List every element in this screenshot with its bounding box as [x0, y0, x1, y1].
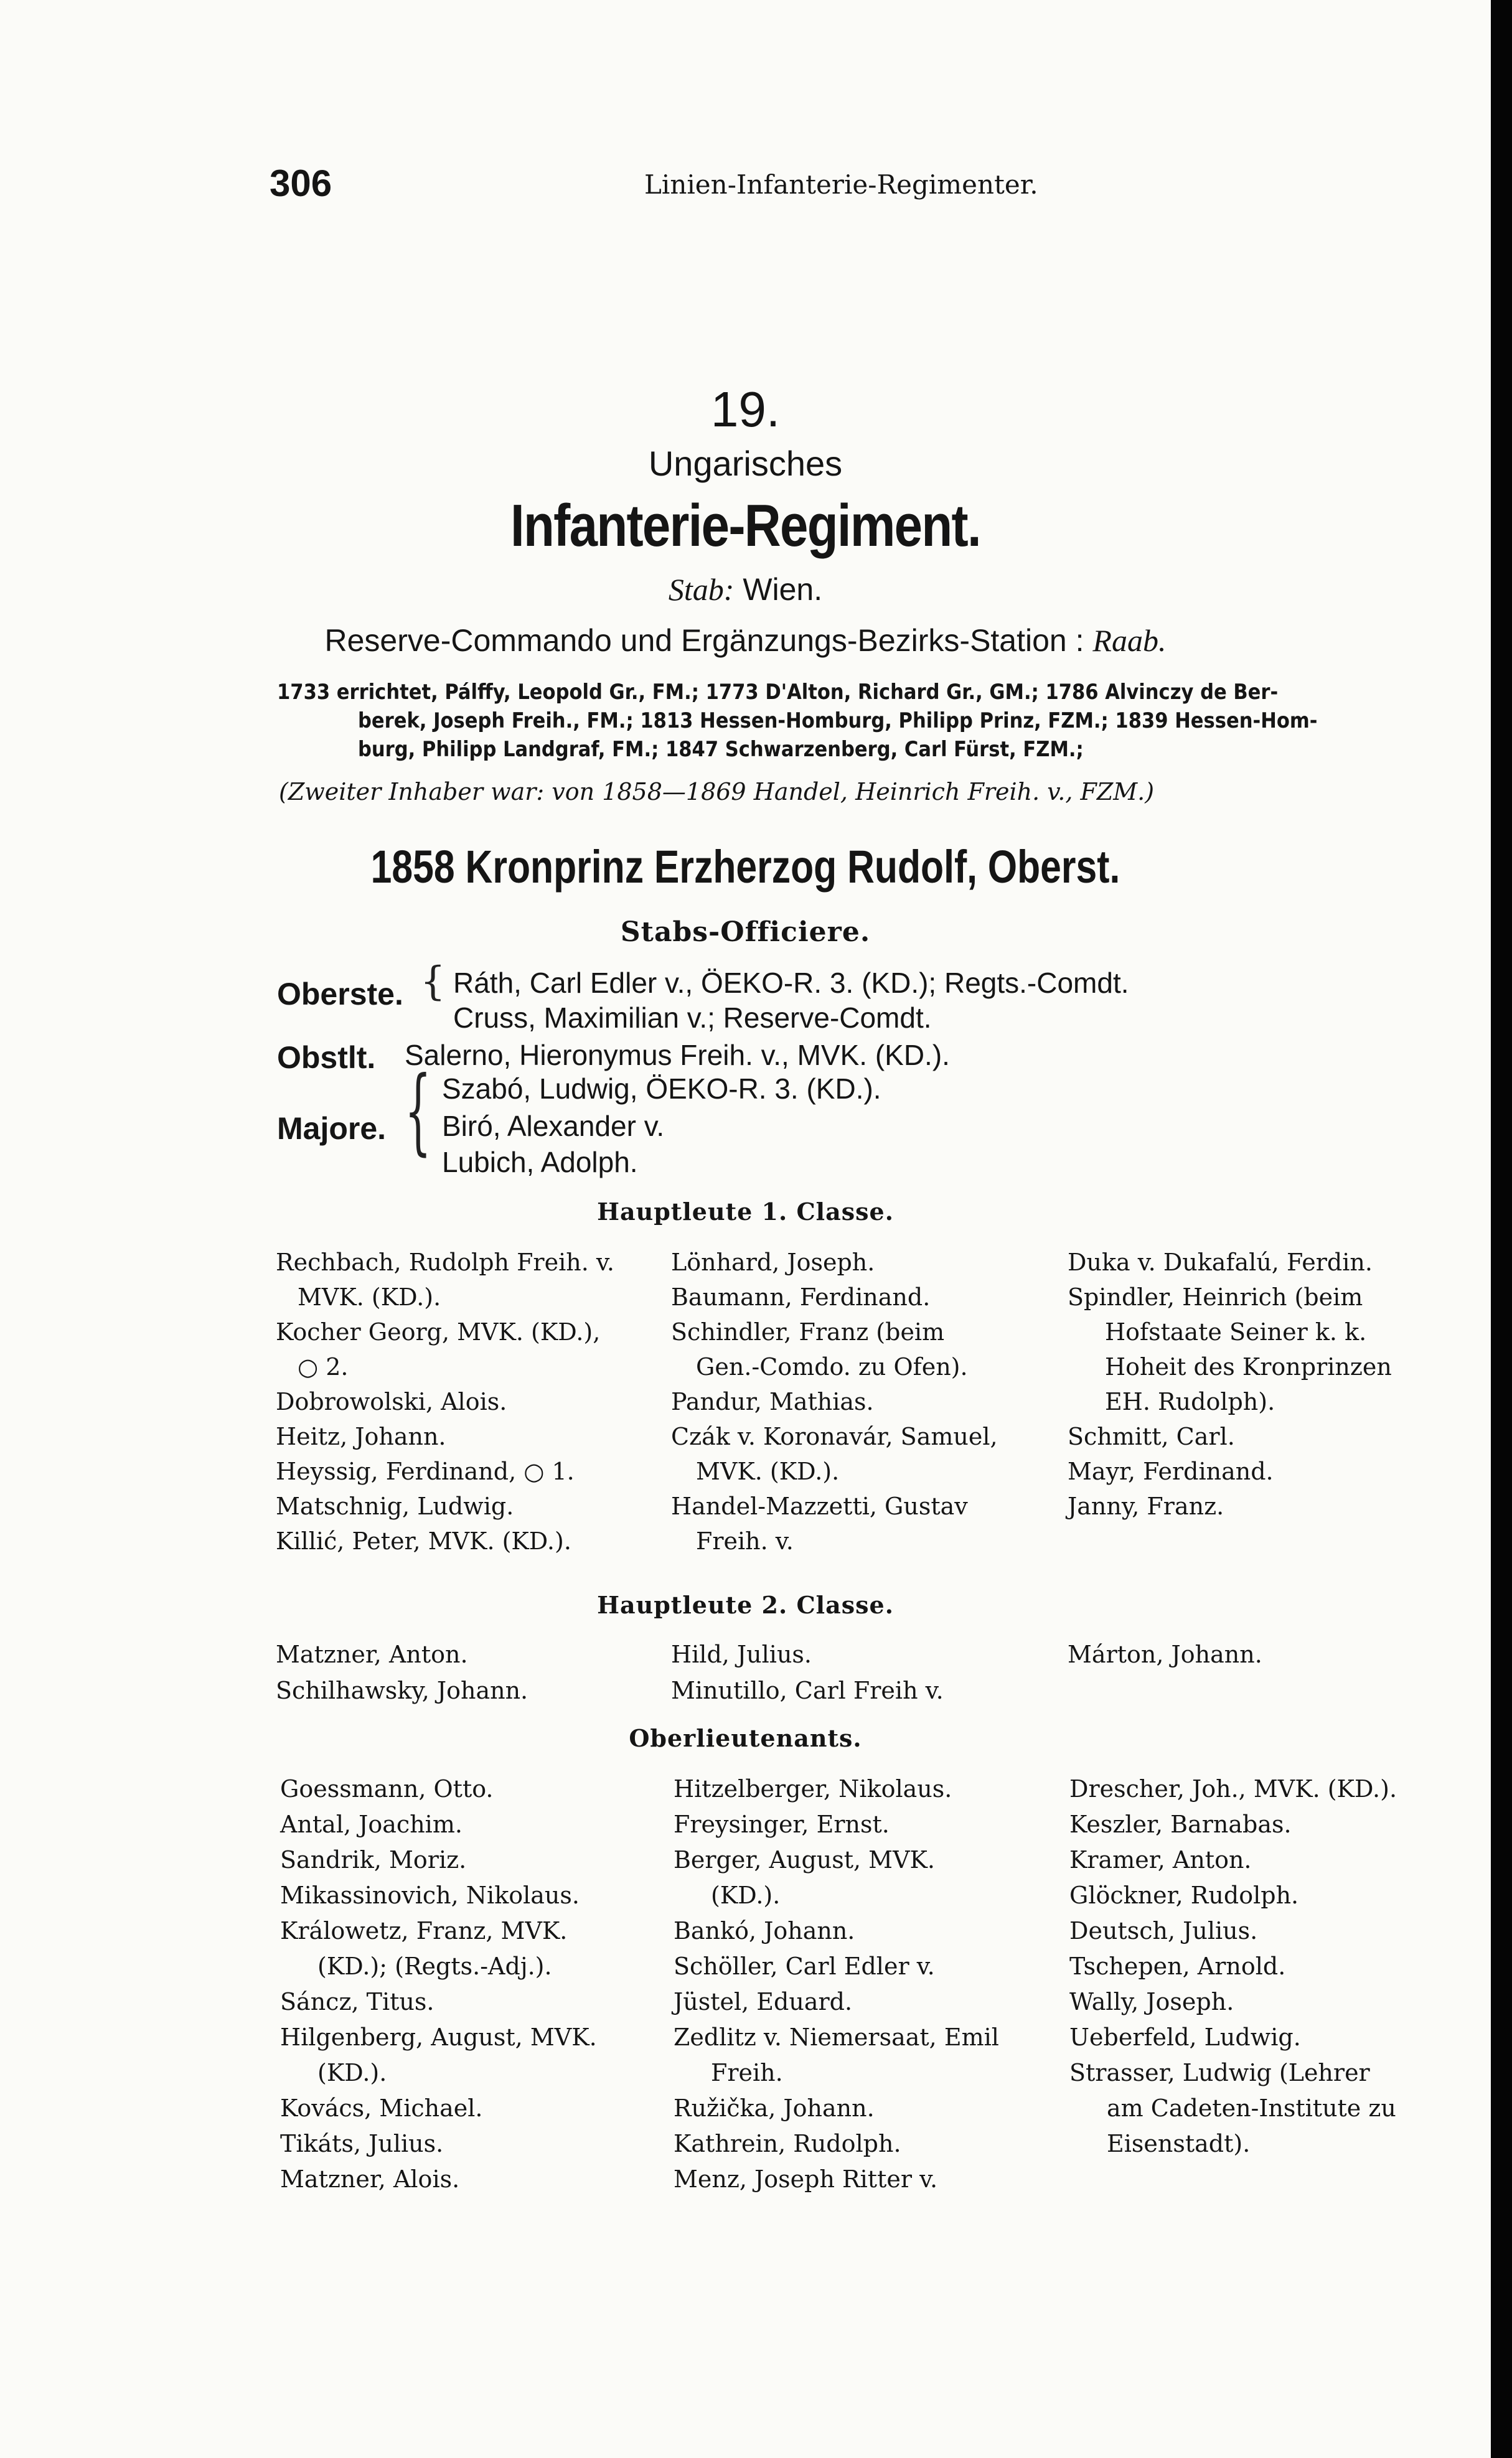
- ol-col1-line: (KD.); (Regts.-Adj.).: [317, 1953, 552, 1980]
- h1-col2-line: MVK. (KD.).: [696, 1458, 840, 1485]
- h1-col3-line: Janny, Franz.: [1068, 1493, 1224, 1520]
- running-head: Linien-Infanterie-Regimenter.: [644, 169, 1038, 200]
- scan-edge: [1491, 0, 1512, 2458]
- history-line-1: 1733 errichtet, Pálffy, Leopold Gr., FM.; 1773 D'Alton, Richard Gr., GM.; 1786 Alvinczy de Ber-: [277, 680, 1279, 705]
- reserve-line: [0, 622, 1491, 659]
- regiment-number: 19.: [710, 382, 781, 437]
- ol-col2-line: Hitzelberger, Nikolaus.: [674, 1775, 952, 1803]
- h1-col1-line: Heitz, Johann.: [276, 1423, 446, 1450]
- stab-label: Stab:: [668, 572, 735, 607]
- h2-col1-line: Schilhawsky, Johann.: [276, 1677, 528, 1704]
- ol-col2-line: Zedlitz v. Niemersaat, Emil: [674, 2024, 999, 2051]
- majore-label: Majore.: [277, 1111, 387, 1146]
- page-number: 306: [270, 162, 332, 204]
- h1-col1-line: MVK. (KD.).: [298, 1283, 441, 1311]
- h1-col3-line: Schmitt, Carl.: [1068, 1423, 1235, 1450]
- h2-col1-line: Matzner, Anton.: [276, 1641, 468, 1668]
- h2-col3-line: Márton, Johann.: [1068, 1641, 1262, 1668]
- h1-col2-line: Handel-Mazzetti, Gustav: [671, 1493, 968, 1520]
- oberlieutenants-heading: Oberlieutenants.: [629, 1724, 862, 1752]
- majore-entry-3: Lubich, Adolph.: [442, 1146, 638, 1178]
- hauptleute1-heading: Hauptleute 1. Classe.: [597, 1198, 894, 1226]
- ol-col1-line: Kovács, Michael.: [280, 2094, 483, 2122]
- ol-col3-line: Tschepen, Arnold.: [1069, 1953, 1286, 1980]
- ol-col1-line: Sáncz, Titus.: [280, 1988, 434, 2015]
- h1-col1-line: Heyssig, Ferdinand, ○ 1.: [276, 1458, 575, 1485]
- h1-col1-line: Kocher Georg, MVK. (KD.),: [276, 1318, 601, 1346]
- h1-col3-line: EH. Rudolph).: [1105, 1388, 1275, 1415]
- ol-col3-line: Deutsch, Julius.: [1069, 1917, 1258, 1944]
- h1-col3-line: Mayr, Ferdinand.: [1068, 1458, 1274, 1485]
- oberste-entry-2: Cruss, Maximilian v.; Reserve-Comdt.: [453, 1001, 932, 1034]
- ol-col1-line: Mikassinovich, Nikolaus.: [280, 1882, 580, 1909]
- oberste-entry-1: Ráth, Carl Edler v., ÖEKO-R. 3. (KD.); Regts.-Comdt.: [453, 967, 1129, 999]
- ol-col1-line: Matzner, Alois.: [280, 2165, 460, 2193]
- regiment-subtitle: Ungarisches: [648, 444, 843, 483]
- ol-col3-line: Keszler, Barnabas.: [1069, 1811, 1292, 1838]
- stab-value: Wien.: [743, 572, 823, 607]
- majore-entry-2: Biró, Alexander v.: [442, 1110, 665, 1142]
- reserve-value: Raab.: [1092, 623, 1167, 658]
- h1-col2-line: Lönhard, Joseph.: [671, 1249, 875, 1276]
- ol-col1-line: Králowetz, Franz, MVK.: [280, 1917, 568, 1944]
- ol-col1-line: Antal, Joachim.: [280, 1811, 463, 1838]
- h1-col2-line: Czák v. Koronavár, Samuel,: [671, 1423, 998, 1450]
- obstlt-label: Obstlt.: [277, 1040, 376, 1075]
- h1-col2-line: Schindler, Franz (beim: [671, 1318, 945, 1346]
- oberste-label: Oberste.: [277, 977, 403, 1011]
- history-line-2: berek, Joseph Freih., FM.; 1813 Hessen-Homburg, Philipp Prinz, FZM.; 1839 Hessen-Hom-: [358, 708, 1318, 733]
- ol-col1-line: Hilgenberg, August, MVK.: [280, 2024, 597, 2051]
- h1-col2-line: Baumann, Ferdinand.: [671, 1283, 931, 1311]
- h1-col3-line: Duka v. Dukafalú, Ferdin.: [1068, 1249, 1373, 1276]
- ol-col3-line: Drescher, Joh., MVK. (KD.).: [1069, 1775, 1397, 1803]
- ol-col3-line: am Cadeten-Institute zu: [1107, 2094, 1396, 2122]
- ol-col2-line: Freih.: [711, 2059, 783, 2086]
- ol-col2-line: Berger, August, MVK.: [674, 1846, 936, 1874]
- ol-col2-line: Bankó, Johann.: [674, 1917, 855, 1944]
- ol-col2-line: Freysinger, Ernst.: [674, 1811, 890, 1838]
- ol-col3-line: Ueberfeld, Ludwig.: [1069, 2024, 1301, 2051]
- history-line-3: burg, Philipp Landgraf, FM.; 1847 Schwarzenberg, Carl Fürst, FZM.;: [358, 737, 1084, 762]
- reserve-label: Reserve-Commando und Ergänzungs-Bezirks-Station :: [324, 623, 1084, 658]
- ol-col3-line: Kramer, Anton.: [1069, 1846, 1252, 1874]
- ol-col2-line: Jüstel, Eduard.: [674, 1988, 853, 2015]
- h1-col1-line: Matschnig, Ludwig.: [276, 1493, 514, 1520]
- h1-col3-line: Hofstaate Seiner k. k.: [1105, 1318, 1367, 1346]
- h1-col2-line: Pandur, Mathias.: [671, 1388, 874, 1415]
- h1-col2-line: Freih. v.: [696, 1527, 794, 1555]
- h1-col1-line: Dobrowolski, Alois.: [276, 1388, 507, 1415]
- obstlt-entry: Salerno, Hieronymus Freih. v., MVK. (KD.).: [405, 1039, 950, 1071]
- ol-col3-line: Eisenstadt).: [1107, 2130, 1251, 2157]
- h1-col3-line: Spindler, Heinrich (beim: [1068, 1283, 1363, 1311]
- ol-col2-line: Kathrein, Rudolph.: [674, 2130, 901, 2157]
- ol-col2-line: Menz, Joseph Ritter v.: [674, 2165, 938, 2193]
- oberste-brace: {: [420, 959, 446, 1005]
- ol-col2-line: Schöller, Carl Edler v.: [674, 1953, 935, 1980]
- ol-col1-line: Sandrik, Moriz.: [280, 1846, 467, 1874]
- h1-col2-line: Gen.-Comdo. zu Ofen).: [696, 1353, 968, 1381]
- ol-col1-line: Tikáts, Julius.: [280, 2130, 444, 2157]
- second-owner-note: (Zweiter Inhaber war: von 1858—1869 Handel, Heinrich Freih. v., FZM.): [279, 778, 1155, 805]
- ol-col1-line: Goessmann, Otto.: [280, 1775, 494, 1803]
- hauptleute2-heading: Hauptleute 2. Classe.: [597, 1591, 894, 1619]
- ol-col2-line: Ružička, Johann.: [674, 2094, 875, 2122]
- h2-col2-line: Minutillo, Carl Freih v.: [671, 1677, 944, 1704]
- ol-col3-line: Glöckner, Rudolph.: [1069, 1882, 1299, 1909]
- ol-col1-line: (KD.).: [317, 2059, 387, 2086]
- h1-col1-line: Rechbach, Rudolph Freih. v.: [276, 1249, 614, 1276]
- majore-brace: {: [405, 1057, 431, 1165]
- majore-entry-1: Szabó, Ludwig, ÖEKO-R. 3. (KD.).: [442, 1072, 881, 1105]
- h1-col1-line: Killić, Peter, MVK. (KD.).: [276, 1527, 571, 1555]
- regiment-title: Infanterie-Regiment.: [510, 492, 980, 559]
- h1-col3-line: Hoheit des Kronprinzen: [1105, 1353, 1392, 1381]
- stab-line: [0, 571, 1491, 607]
- owner-line: 1858 Kronprinz Erzherzog Rudolf, Oberst.: [370, 841, 1120, 893]
- ol-col3-line: Wally, Joseph.: [1069, 1988, 1234, 2015]
- h2-col2-line: Hild, Julius.: [671, 1641, 812, 1668]
- ol-col2-line: (KD.).: [711, 1882, 781, 1909]
- h1-col1-line: ○ 2.: [298, 1353, 349, 1381]
- ol-col3-line: Strasser, Ludwig (Lehrer: [1069, 2059, 1370, 2086]
- stabs-heading: Stabs-Officiere.: [620, 916, 871, 948]
